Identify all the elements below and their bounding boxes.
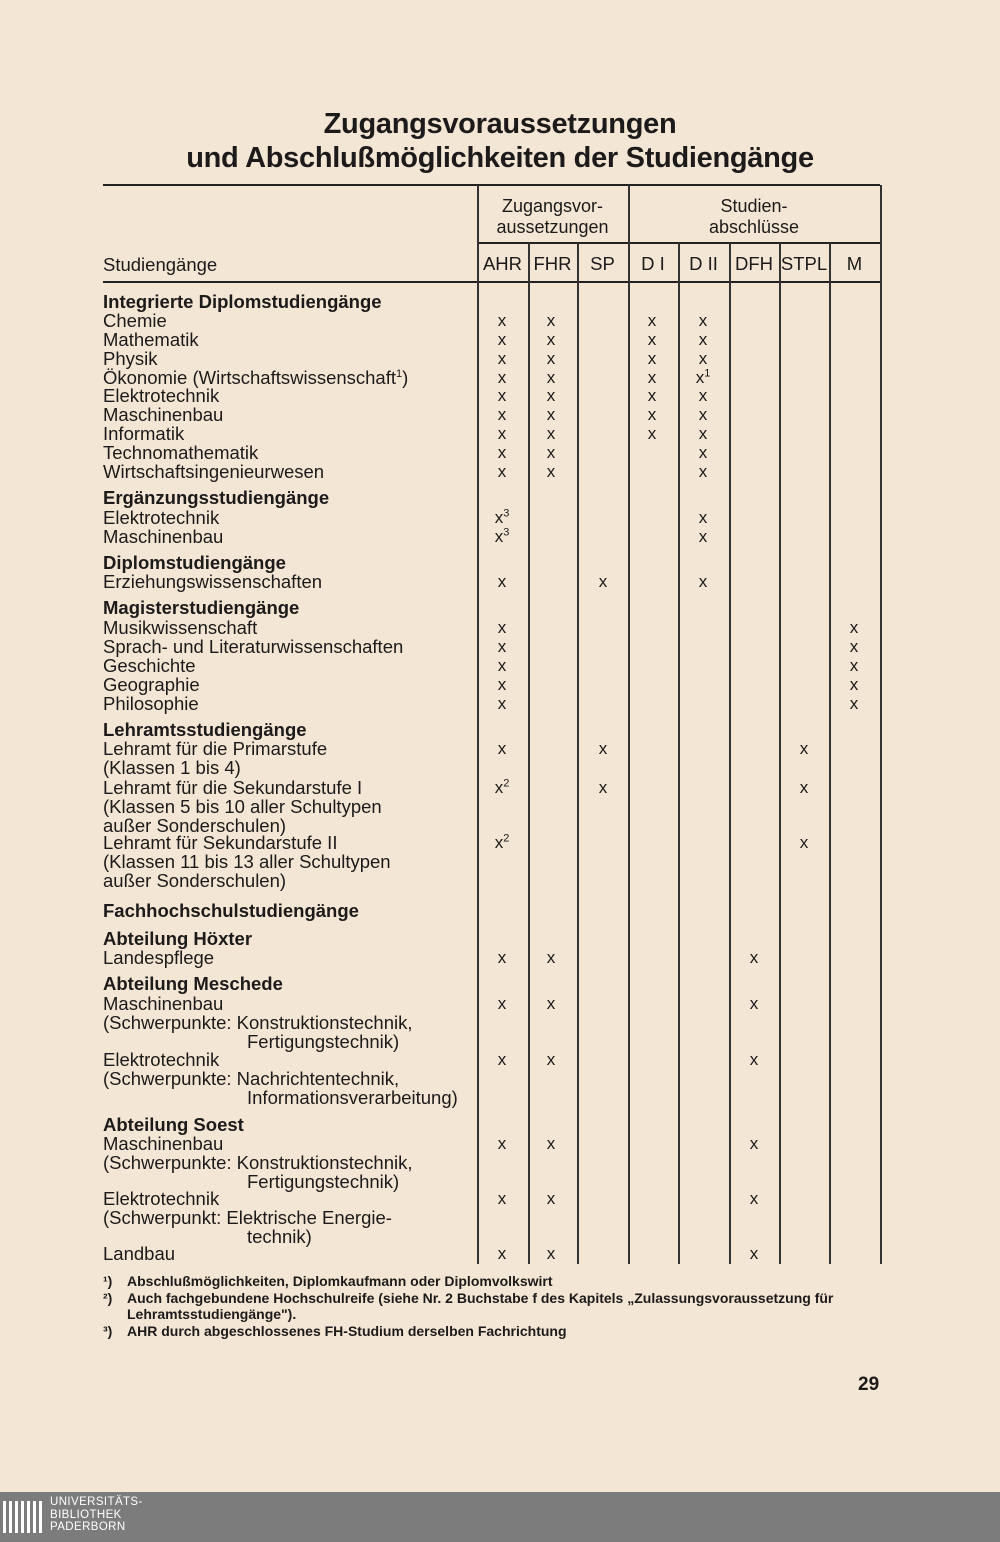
table-row-label: Maschinenbau (Schwerpunkte: Konstruktionstechnik, Fertigungstechnik) — [103, 993, 413, 1052]
table-top-rule — [103, 184, 880, 186]
table-row-label: Philosophie — [103, 693, 199, 714]
column-header-fhr: FHR — [533, 253, 572, 274]
table-cell-mark: x — [698, 349, 708, 368]
table-row-label: Physik — [103, 348, 158, 369]
page-title-line-1: Zugangsvoraussetzungen — [323, 108, 677, 140]
table-row-label: Sprach- und Literaturwissenschaften — [103, 636, 404, 657]
table-cell-mark: x — [497, 1244, 507, 1263]
table-cell-mark: $x^2$ — [494, 832, 510, 852]
table-row-label: Elektrotechnik — [103, 385, 220, 406]
table-row-label: Geographie — [103, 674, 200, 695]
section-heading: Magisterstudiengänge — [103, 597, 300, 618]
table-cell-mark: x — [749, 1244, 759, 1263]
table-row-label: Erziehungswissenschaften — [103, 571, 323, 592]
table-cell-mark: x — [647, 405, 657, 424]
table-cell-mark: $x^1$ — [695, 367, 711, 387]
table-row-label: Maschinenbau — [103, 404, 224, 425]
header-group-access: Zugangsvor- aussetzungen — [496, 196, 609, 237]
header-group-degrees: Studien- abschlüsse — [708, 196, 800, 237]
section-heading: Integrierte Diplomstudiengänge — [103, 291, 382, 312]
table-cell-mark: x — [546, 1189, 556, 1208]
column-header-di: D I — [641, 253, 665, 274]
table-cell-mark: x — [546, 349, 556, 368]
table-cell-mark: x — [546, 443, 556, 462]
table-cell-mark: x — [698, 527, 708, 546]
footnote: ¹) Abschlußmöglichkeiten, Diplomkaufmann oder Diplomvolkswirt — [103, 1273, 553, 1289]
table-cell-mark: x — [497, 1134, 507, 1153]
table-cell-mark: x — [546, 948, 556, 967]
table-cell-mark: x — [497, 572, 507, 591]
section-heading: Abteilung Höxter — [103, 928, 253, 949]
table-cell-mark: x — [849, 675, 859, 694]
table-cell-mark: x — [698, 462, 708, 481]
table-cell-mark: x — [497, 349, 507, 368]
table-cell-mark: x — [698, 424, 708, 443]
table-cell-mark: x — [849, 656, 859, 675]
table-cell-mark: x — [598, 778, 608, 797]
table-cell-mark: x — [698, 330, 708, 349]
table-cell-mark: x — [799, 739, 809, 758]
table-cell-mark: x — [546, 386, 556, 405]
table-row-label: Musikwissenschaft — [103, 617, 258, 638]
library-footer — [0, 1492, 1000, 1542]
column-rule — [729, 243, 731, 1264]
table-cell-mark: x — [647, 424, 657, 443]
table-cell-mark: x — [749, 994, 759, 1013]
table-cell-mark: x — [546, 405, 556, 424]
library-logo-icon — [2, 1497, 44, 1537]
section-heading: Diplomstudiengänge — [103, 552, 286, 573]
table-row-label: Elektrotechnik (Schwerpunkte: Nachrichtentechnik, Informationsverarbeitung) — [103, 1049, 458, 1108]
table-cell-mark: x — [497, 739, 507, 758]
table-cell-mark: x — [497, 1050, 507, 1069]
table-cell-mark: x — [647, 368, 657, 387]
table-cell-mark: x — [497, 330, 507, 349]
section-heading: Lehramtsstudiengänge — [103, 719, 307, 740]
table-cell-mark: x — [546, 462, 556, 481]
table-cell-mark: x — [849, 637, 859, 656]
table-cell-mark: x — [647, 330, 657, 349]
table-cell-mark: x — [497, 994, 507, 1013]
table-row-label: Geschichte — [103, 655, 196, 676]
section-heading: Fachhochschulstudiengänge — [103, 900, 359, 921]
library-name: UNIVERSITÄTS- BIBLIOTHEK PADERBORN — [50, 1496, 143, 1533]
table-row-label: Informatik — [103, 423, 185, 444]
table-row-label: Lehramt für die Primarstufe (Klassen 1 bis 4) — [103, 738, 328, 778]
table-cell-mark: x — [799, 778, 809, 797]
table-cell-mark: x — [546, 994, 556, 1013]
table-cell-mark: x — [497, 405, 507, 424]
table-cell-mark: x — [698, 311, 708, 330]
table-cell-mark: x — [497, 948, 507, 967]
page-title-line-2: und Abschlußmöglichkeiten der Studiengänge — [186, 142, 814, 174]
table-row-label: Lehramt für Sekundarstufe II (Klassen 11 bis 13 aller Schultypen außer Sonderschulen) — [103, 832, 391, 891]
column-header-dii: D II — [689, 253, 718, 274]
column-rule — [528, 243, 530, 1264]
footnote: ²) Auch fachgebundene Hochschulreife (siehe Nr. 2 Buchstabe f des Kapitels „Zulassungsvoraussetzung für Lehramtsstudiengänge"). — [103, 1290, 834, 1322]
table-cell-mark: x — [546, 1244, 556, 1263]
column-header-dfh: DFH — [734, 253, 774, 274]
column-rule — [829, 243, 831, 1264]
table-cell-mark: x — [497, 637, 507, 656]
table-cell-mark: x — [546, 368, 556, 387]
header-row-label: Studiengänge — [103, 254, 218, 275]
table-cell-mark: x — [546, 330, 556, 349]
table-cell-mark: x — [546, 311, 556, 330]
table-cell-mark: x — [497, 424, 507, 443]
table-cell-mark: x — [546, 424, 556, 443]
table-cell-mark: x — [647, 349, 657, 368]
column-rule — [477, 185, 479, 1264]
table-cell-mark: $x^3$ — [494, 507, 510, 527]
table-cell-mark: x — [497, 368, 507, 387]
column-rule — [577, 243, 579, 1264]
table-cell-mark: x — [497, 311, 507, 330]
table-cell-mark: x — [598, 572, 608, 591]
table-cell-mark: x — [497, 386, 507, 405]
table-cell-mark: x — [497, 675, 507, 694]
table-cell-mark: x — [698, 386, 708, 405]
table-row-label: Maschinenbau — [103, 526, 224, 547]
table-cell-mark: x — [698, 508, 708, 527]
table-row-label: Wirtschaftsingenieurwesen — [103, 461, 325, 482]
column-header-ahr: AHR — [482, 253, 523, 274]
table-cell-mark: x — [698, 405, 708, 424]
table-cell-mark: $x^2$ — [494, 777, 510, 797]
table-cell-mark: x — [749, 1050, 759, 1069]
table-cell-mark: $x^3$ — [494, 526, 510, 546]
table-row-label: Maschinenbau (Schwerpunkte: Konstruktionstechnik, Fertigungstechnik) — [103, 1133, 413, 1192]
table-cell-mark: x — [647, 386, 657, 405]
page-number: 29 — [858, 1374, 880, 1395]
table-cell-mark: x — [698, 443, 708, 462]
table-row-label: Mathematik — [103, 329, 199, 350]
table-cell-mark: x — [497, 1189, 507, 1208]
table-cell-mark: x — [749, 948, 759, 967]
section-heading: Abteilung Soest — [103, 1114, 244, 1135]
table-cell-mark: x — [598, 739, 608, 758]
table-cell-mark: x — [849, 694, 859, 713]
table-row-label: Lehramt für die Sekundarstufe I (Klassen 5 bis 10 aller Schultypen außer Sonderschulen) — [103, 777, 382, 836]
column-rule — [628, 185, 630, 1264]
column-rule — [880, 185, 882, 1264]
table-row-label: Elektrotechnik (Schwerpunkt: Elektrische Energie- technik) — [103, 1188, 392, 1247]
table-cell-mark: x — [497, 656, 507, 675]
table-cell-mark: x — [749, 1189, 759, 1208]
footnote: ³) AHR durch abgeschlossenes FH-Studium derselben Fachrichtung — [103, 1323, 567, 1339]
table-cell-mark: x — [497, 462, 507, 481]
table-cell-mark: x — [647, 311, 657, 330]
column-header-m: M — [846, 253, 863, 274]
section-heading: Abteilung Meschede — [103, 973, 283, 994]
table-header-rule — [103, 281, 880, 283]
table-cell-mark: x — [698, 572, 708, 591]
table-row-label: Elektrotechnik — [103, 507, 220, 528]
table-cell-mark: x — [497, 694, 507, 713]
table-row-label: Chemie — [103, 310, 167, 331]
table-row-label: Landespflege — [103, 947, 215, 968]
table-row-label: Landbau — [103, 1243, 176, 1264]
table-cell-mark: x — [799, 833, 809, 852]
table-cell-mark: x — [497, 618, 507, 637]
column-header-stpl: STPL — [780, 253, 828, 274]
table-row-label: Ökonomie (Wirtschaftswissenschaft$^1$) — [103, 367, 409, 388]
column-header-sp: SP — [590, 253, 615, 274]
column-rule — [779, 243, 781, 1264]
table-cell-mark: x — [546, 1134, 556, 1153]
table-row-label: Technomathematik — [103, 442, 259, 463]
section-heading: Ergänzungsstudiengänge — [103, 487, 330, 508]
table-cell-mark: x — [849, 618, 859, 637]
table-cell-mark: x — [546, 1050, 556, 1069]
table-cell-mark: x — [497, 443, 507, 462]
table-cell-mark: x — [749, 1134, 759, 1153]
column-rule — [678, 243, 680, 1264]
